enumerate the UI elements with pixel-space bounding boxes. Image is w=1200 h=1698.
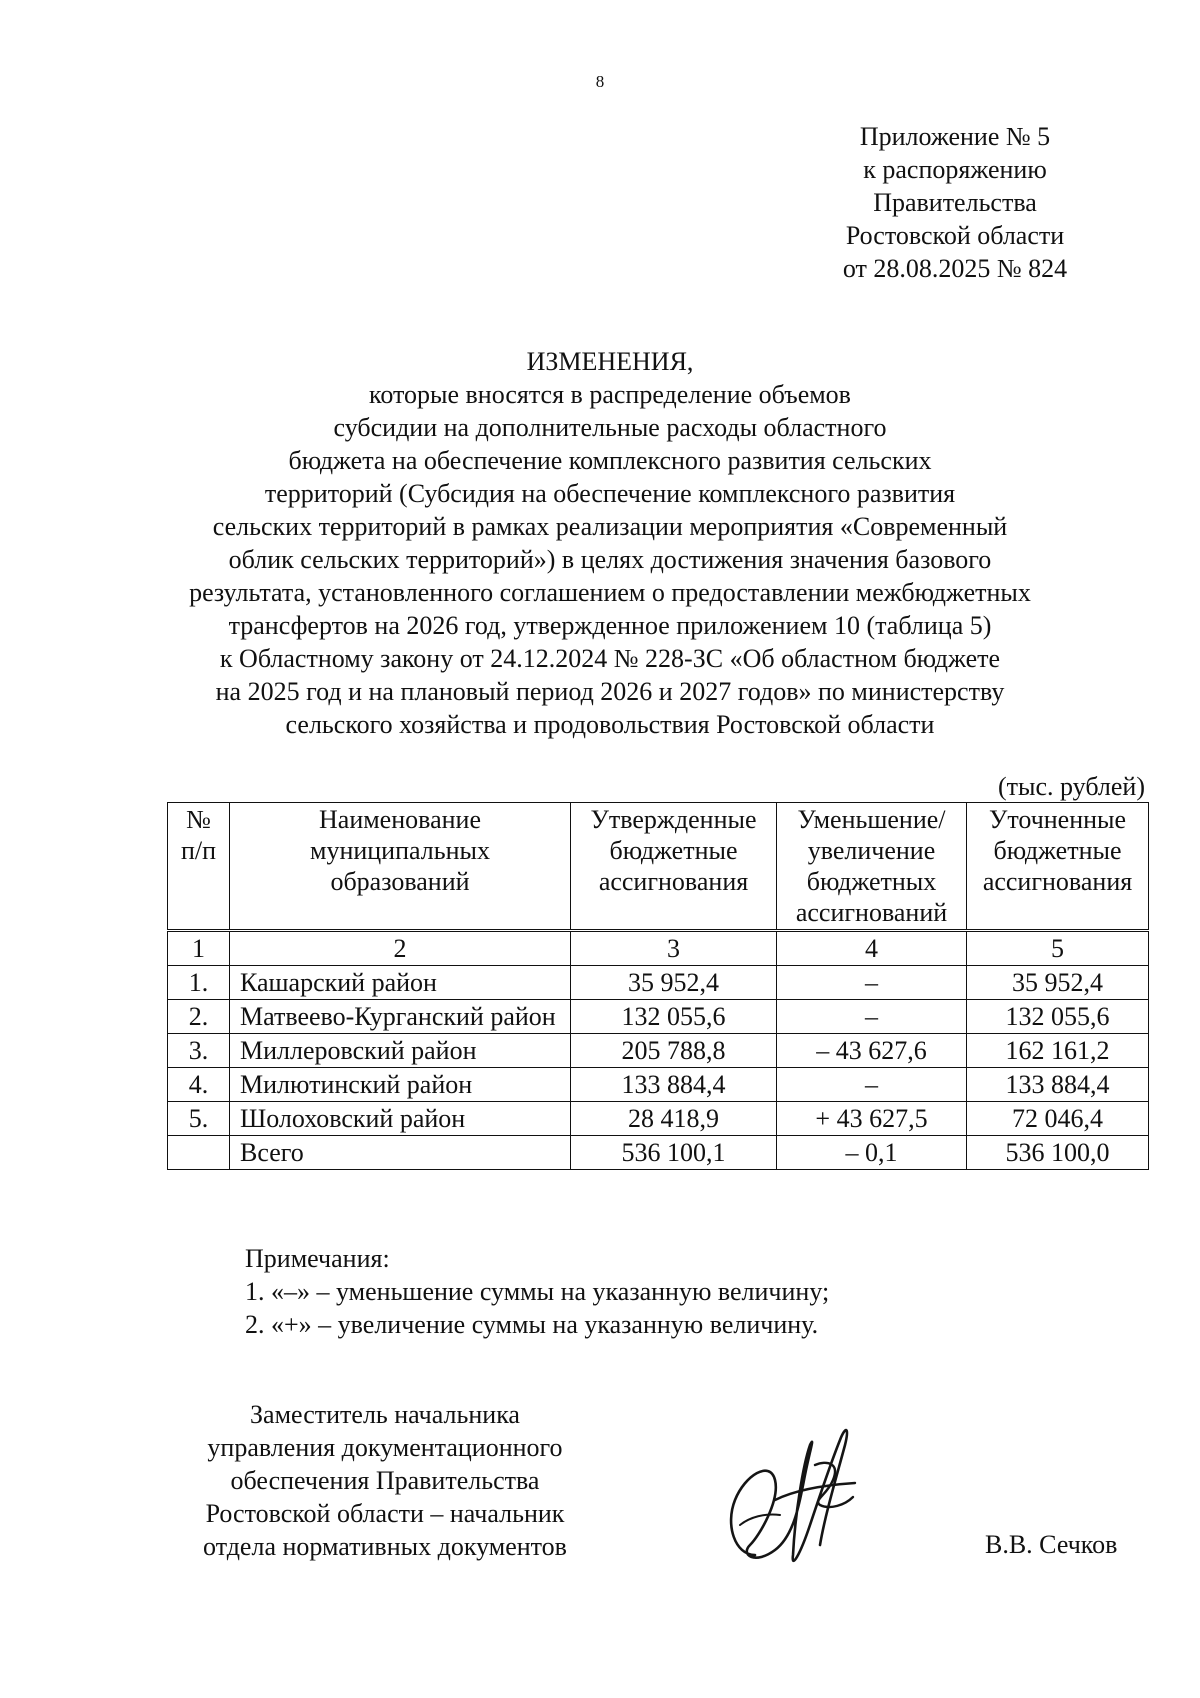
total-num xyxy=(168,1136,230,1170)
appendix-line: от 28.08.2025 № 824 xyxy=(842,254,1068,283)
signer-title-line: отдела нормативных документов xyxy=(203,1532,567,1561)
signer-title-line: обеспечения Правительства xyxy=(230,1466,540,1495)
title-line: которые вносятся в распределение объемов xyxy=(369,380,851,409)
column-number: 5 xyxy=(967,931,1149,966)
title-line: трансфертов на 2026 год, утвержденное приложением 10 (таблица 5) xyxy=(228,611,992,640)
column-number: 4 xyxy=(777,931,967,966)
row-name: Милютинский район xyxy=(230,1068,571,1102)
signer-title-line: Ростовской области – начальник xyxy=(205,1499,565,1528)
row-change: – xyxy=(777,1000,967,1034)
column-number: 3 xyxy=(571,931,777,966)
row-refined: 72 046,4 xyxy=(967,1102,1149,1136)
header-refined: Уточненные бюджетные ассигнования xyxy=(967,803,1149,931)
row-approved: 35 952,4 xyxy=(571,966,777,1000)
title-line: сельского хозяйства и продовольствия Ростовской области xyxy=(285,710,935,739)
table-row xyxy=(168,966,1149,1000)
row-change: + 43 627,5 xyxy=(777,1102,967,1136)
header-change: Уменьшение/ увеличение бюджетных ассигнований xyxy=(777,803,967,931)
signer-name: В.В. Сечков xyxy=(985,1530,1118,1559)
total-approved: 536 100,1 xyxy=(571,1136,777,1170)
row-refined: 133 884,4 xyxy=(967,1068,1149,1102)
row-name: Миллеровский район xyxy=(230,1034,571,1068)
row-num: 3. xyxy=(168,1034,230,1068)
row-approved: 133 884,4 xyxy=(571,1068,777,1102)
row-name: Шолоховский район xyxy=(230,1102,571,1136)
total-refined: 536 100,0 xyxy=(967,1136,1149,1170)
note-item: 1. «–» – уменьшение суммы на указанную величину; xyxy=(245,1277,830,1306)
table-row xyxy=(168,1000,1149,1034)
row-approved: 132 055,6 xyxy=(571,1000,777,1034)
title-line: на 2025 год и на плановый период 2026 и 2027 годов» по министерству xyxy=(215,677,1005,706)
table-row xyxy=(168,1034,1149,1068)
header-num: № п/п xyxy=(168,803,230,931)
row-name: Кашарский район xyxy=(230,966,571,1000)
total-change: – 0,1 xyxy=(777,1136,967,1170)
title-line: сельских территорий в рамках реализации мероприятия «Современный xyxy=(212,512,1008,541)
notes-title: Примечания: xyxy=(245,1244,390,1273)
row-approved: 28 418,9 xyxy=(571,1102,777,1136)
handwritten-signature xyxy=(715,1405,875,1575)
column-number: 2 xyxy=(230,931,571,966)
row-change: – 43 627,6 xyxy=(777,1034,967,1068)
header-approved: Утвержденные бюджетные ассигнования xyxy=(571,803,777,931)
row-num: 1. xyxy=(168,966,230,1000)
appendix-line: Правительства xyxy=(873,188,1037,217)
appendix-block xyxy=(820,120,1090,285)
title-line: субсидии на дополнительные расходы областного xyxy=(333,413,887,442)
title-line: бюджета на обеспечение комплексного развития сельских xyxy=(288,446,932,475)
table-row xyxy=(168,1102,1149,1136)
table-row xyxy=(168,1068,1149,1102)
title-heading: ИЗМЕНЕНИЯ, xyxy=(526,347,694,376)
row-refined: 35 952,4 xyxy=(967,966,1149,1000)
row-approved: 205 788,8 xyxy=(571,1034,777,1068)
appendix-line: Ростовской области xyxy=(845,221,1065,250)
column-number-row xyxy=(168,931,1149,966)
header-name: Наименование муниципальных образований xyxy=(230,803,571,931)
row-change: – xyxy=(777,1068,967,1102)
appendix-line: Приложение № 5 xyxy=(859,122,1051,151)
page-number: 8 xyxy=(595,72,605,91)
total-row xyxy=(168,1136,1149,1170)
total-label: Всего xyxy=(230,1136,571,1170)
document-title xyxy=(140,345,1080,741)
title-line: результата, установленного соглашением о предоставлении межбюджетных xyxy=(189,578,1031,607)
row-num: 5. xyxy=(168,1102,230,1136)
table-header-row xyxy=(168,803,1149,931)
title-line: облик сельских территорий») в целях достижения значения базового xyxy=(228,545,992,574)
note-item: 2. «+» – увеличение суммы на указанную величину. xyxy=(245,1310,819,1339)
title-line: к Областному закону от 24.12.2024 № 228-ЗС «Об областном бюджете xyxy=(219,644,1001,673)
row-change: – xyxy=(777,966,967,1000)
row-num: 2. xyxy=(168,1000,230,1034)
title-line: территорий (Субсидия на обеспечение комплексного развития xyxy=(264,479,956,508)
units-label: (тыс. рублей) xyxy=(997,772,1145,801)
row-num: 4. xyxy=(168,1068,230,1102)
column-number: 1 xyxy=(168,931,230,966)
row-refined: 162 161,2 xyxy=(967,1034,1149,1068)
signer-position xyxy=(170,1398,600,1563)
notes-block xyxy=(245,1242,829,1341)
row-refined: 132 055,6 xyxy=(967,1000,1149,1034)
signer-title-line: управления документационного xyxy=(207,1433,563,1462)
appendix-line: к распоряжению xyxy=(863,155,1047,184)
row-name: Матвеево-Курганский район xyxy=(230,1000,571,1034)
signer-title-line: Заместитель начальника xyxy=(250,1400,520,1429)
budget-table xyxy=(167,802,1149,1170)
